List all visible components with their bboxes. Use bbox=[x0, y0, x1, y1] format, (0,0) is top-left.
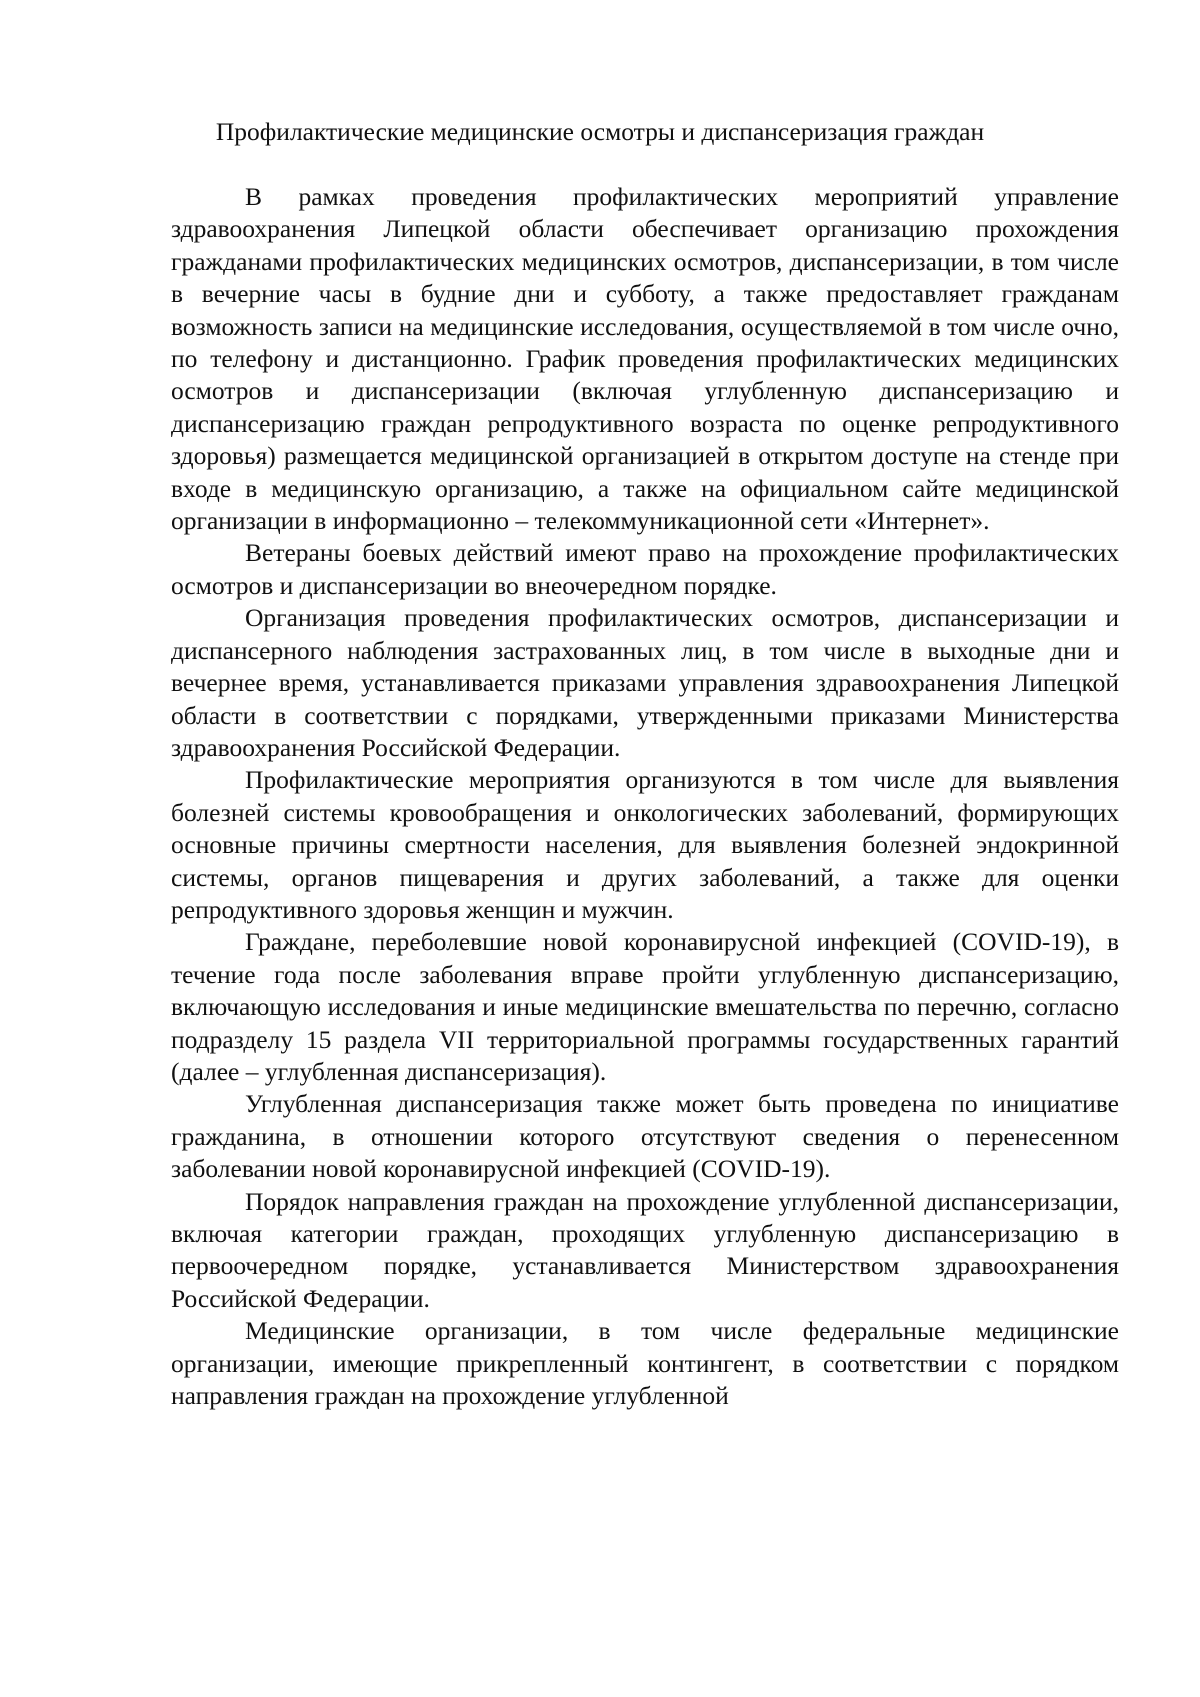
paragraph-3: Организация проведения профилактических осмотров, диспансеризации и диспансерного наблюдения застрахованных лиц, в том числе в выходные дни и вечернее время, устанавливается приказами управления здравоохранения Липецкой области в соответствии с порядками, утвержденными приказами Министерства здравоохранения Российской Федерации. bbox=[171, 603, 1119, 762]
paragraph-8: Медицинские организации, в том числе федеральные медицинские организации, имеющие прикрепленный контингент, в соответствии с порядком направления граждан на прохождение углубленной bbox=[171, 1316, 1119, 1411]
paragraph-1: В рамках проведения профилактических мероприятий управление здравоохранения Липецкой области обеспечивает организацию прохождения гражданами профилактических медицинских осмотров, диспансеризации, в том числе в вечерние часы в будние дни и субботу, а также предоставляет гражданам возможность записи на медицинские исследования, осуществляемой в том числе очно, по телефону и дистанционно. График проведения профилактических медицинских осмотров и диспансеризации (включая углубленную диспансеризацию и диспансеризацию граждан репродуктивного возраста по оценке репродуктивного здоровья) размещается медицинской организацией в открытом доступе на стенде при входе в медицинскую организацию, а также на официальном сайте медицинской организации в информационно – телекоммуникационной сети «Интернет». bbox=[171, 182, 1119, 536]
paragraph-2: Ветераны боевых действий имеют право на прохождение профилактических осмотров и диспансеризации во внеочередном порядке. bbox=[171, 538, 1119, 600]
document-body bbox=[171, 181, 1119, 1412]
paragraph-7: Порядок направления граждан на прохождение углубленной диспансеризации, включая категории граждан, проходящих углубленную диспансеризацию в первоочередном порядке, устанавливается Министерством здравоохранения Российской Федерации. bbox=[171, 1186, 1119, 1313]
document-title: Профилактические медицинские осмотры и диспансеризация граждан bbox=[215, 117, 985, 146]
paragraph-4: Профилактические мероприятия организуются в том числе для выявления болезней системы кровообращения и онкологических заболеваний, формирующих основные причины смертности населения, для выявления болезней эндокринной системы, органов пищеварения и других заболеваний, а также для оценки репродуктивного здоровья женщин и мужчин. bbox=[171, 765, 1119, 924]
paragraph-6: Углубленная диспансеризация также может быть проведена по инициативе гражданина, в отношении которого отсутствуют сведения о перенесенном заболевании новой коронавирусной инфекцией (COVID-19). bbox=[171, 1089, 1119, 1184]
paragraph-5: Граждане, переболевшие новой коронавирусной инфекцией (COVID-19), в течение года после заболевания вправе пройти углубленную диспансеризацию, включающую исследования и иные медицинские вмешательства по перечню, согласно подразделу 15 раздела VII территориальной программы государственных гарантий (далее – углубленная диспансеризация). bbox=[171, 927, 1119, 1086]
